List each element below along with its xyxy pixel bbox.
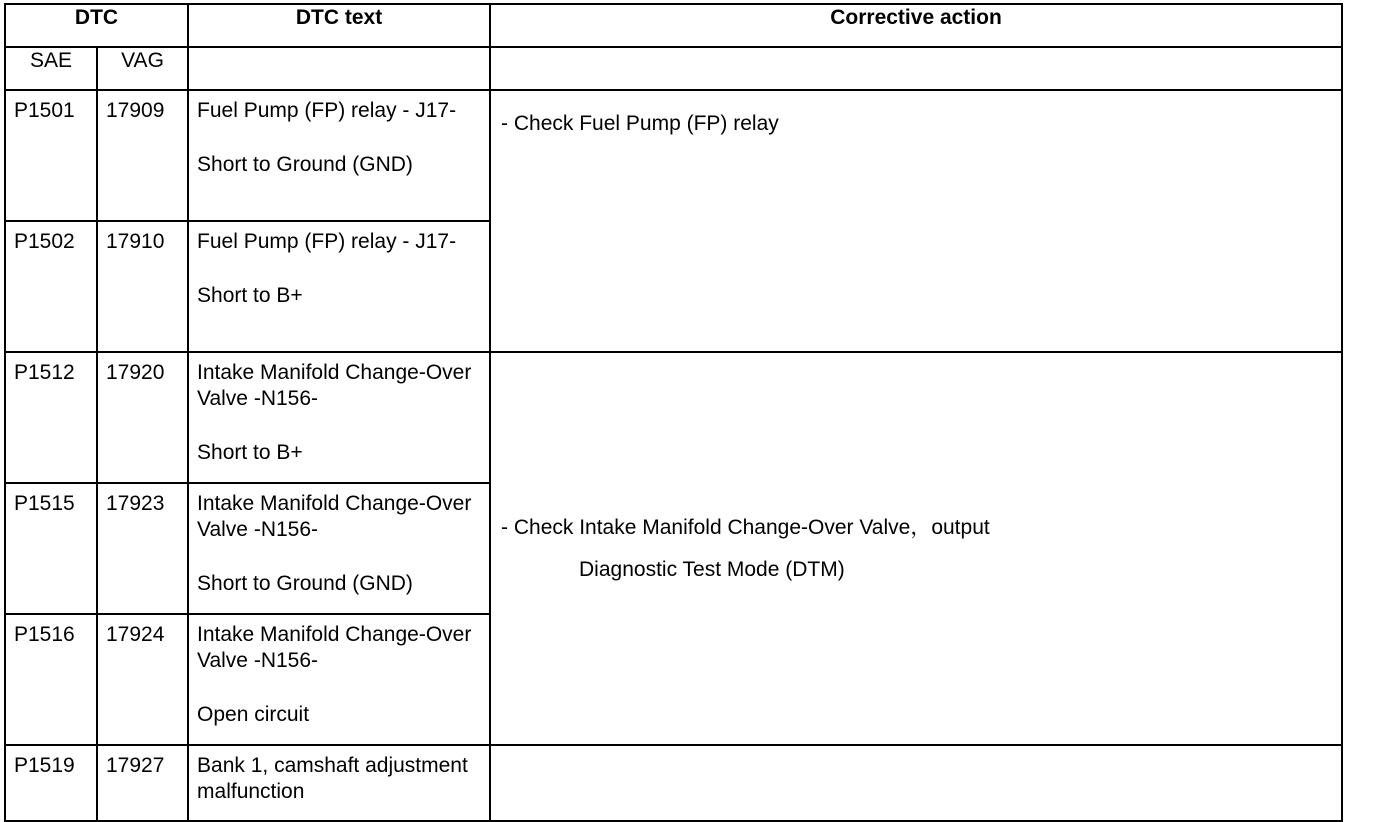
sae-code: P1519 — [5, 745, 97, 821]
sae-code: P1515 — [5, 483, 97, 614]
dtc-text-cell — [188, 221, 490, 352]
dtc-text: Intake Manifold Change-Over Valve -N156- — [197, 623, 472, 672]
subheader-empty-text — [188, 47, 490, 90]
header-row — [5, 4, 1342, 47]
subheader-vag: VAG — [97, 47, 188, 90]
header-dtc: DTC — [5, 4, 188, 47]
vag-code: 17924 — [97, 614, 188, 745]
header-corrective-action: Corrective action — [490, 4, 1342, 47]
corrective-action-intake-manifold — [490, 352, 1342, 745]
action-text-line1: - Check Intake Manifold Change-Over Valve，output — [501, 515, 990, 539]
dtc-text-cell — [188, 483, 490, 614]
header-dtc-text: DTC text — [188, 4, 490, 47]
dtc-condition: Short to B+ — [197, 441, 303, 464]
dtc-text: Bank 1, camshaft adjustment malfunction — [197, 754, 468, 803]
vag-code: 17920 — [97, 352, 188, 483]
table-row — [5, 90, 1342, 221]
dtc-table — [4, 3, 1343, 822]
vag-code: 17923 — [97, 483, 188, 614]
dtc-text: Fuel Pump (FP) relay - J17- — [197, 230, 457, 253]
vag-code: 17909 — [97, 90, 188, 221]
dtc-text-cell — [188, 352, 490, 483]
subheader-empty-action — [490, 47, 1342, 90]
dtc-text: Intake Manifold Change-Over Valve -N156- — [197, 492, 472, 541]
corrective-action-fuel-pump — [490, 90, 1342, 352]
vag-code: 17910 — [97, 221, 188, 352]
dtc-text-cell — [188, 614, 490, 745]
dtc-text: Fuel Pump (FP) relay - J17- — [197, 99, 457, 122]
table-row — [5, 352, 1342, 483]
subheader-row — [5, 47, 1342, 90]
dtc-condition: Open circuit — [197, 703, 310, 726]
dtc-text-cell — [188, 745, 490, 821]
corrective-action-empty — [490, 745, 1342, 821]
sae-code: P1516 — [5, 614, 97, 745]
action-text: - Check Fuel Pump (FP) relay — [501, 112, 779, 135]
dtc-text-cell — [188, 90, 490, 221]
dtc-condition: Short to Ground (GND) — [197, 153, 413, 176]
vag-code: 17927 — [97, 745, 188, 821]
dtc-text: Intake Manifold Change-Over Valve -N156- — [197, 361, 472, 410]
sae-code: P1502 — [5, 221, 97, 352]
sae-code: P1512 — [5, 352, 97, 483]
dtc-condition: Short to B+ — [197, 284, 303, 307]
dtc-condition: Short to Ground (GND) — [197, 572, 413, 595]
sae-code: P1501 — [5, 90, 97, 221]
action-text-line2: Diagnostic Test Mode (DTM) — [579, 557, 845, 581]
table-row — [5, 745, 1342, 821]
subheader-sae: SAE — [5, 47, 97, 90]
